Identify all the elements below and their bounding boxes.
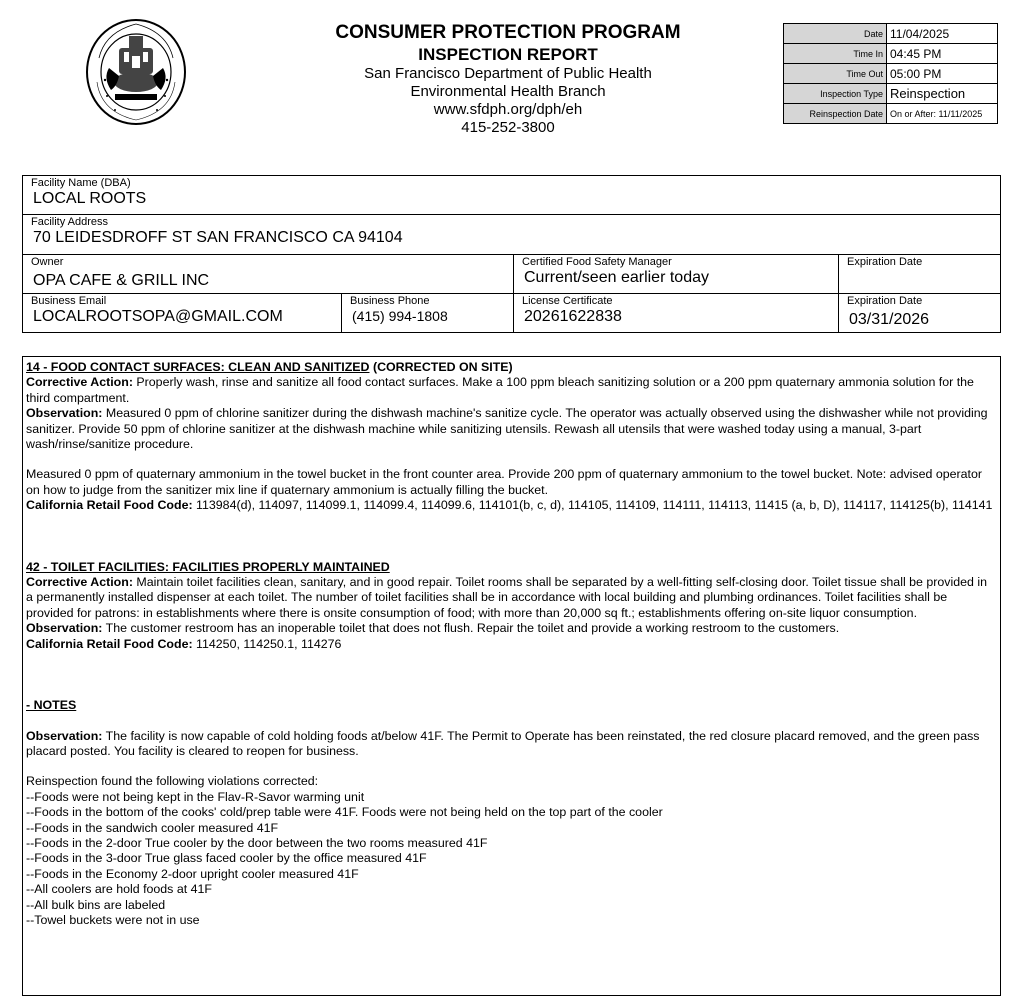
license-number: 20261622838: [524, 308, 622, 325]
notes-item: --All coolers are hold foods at 41F: [26, 882, 212, 897]
facility-address: 70 LEIDESDROFF ST SAN FRANCISCO CA 94104: [33, 229, 403, 246]
owner-name: OPA CAFE & GRILL INC: [33, 272, 210, 289]
inspection-type-value: Reinspection: [887, 84, 998, 104]
city-county-seal: [85, 18, 187, 126]
department-name: San Francisco Department of Public Health: [364, 65, 652, 82]
business-email-label: Business Email: [31, 295, 107, 307]
program-title: CONSUMER PROTECTION PROGRAM: [335, 22, 681, 43]
phone-number: 415-252-3800: [461, 119, 555, 136]
violation-42-corrective: Corrective Action: Maintain toilet facilities clean, sanitary, and in good repair. Toilet rooms shall be separated by a well-fitting self-closing door. Toilet tissue shall be provided in a permanently installed dispenser at each toilet. The number of toilet facilities shall be in accordance with local building and plumbing ordinances. Toilet facilities shall be provided for patrons: in establishments where there is onsite consumption of food; with more than 20,000 sq ft.; establishments offering on-site liquor consumption.: [26, 575, 987, 620]
facility-address-label: Facility Address: [31, 216, 109, 228]
notes-item: --Foods in the Economy 2-door upright cooler measured 41F: [26, 866, 359, 881]
date-value: 11/04/2025: [887, 24, 998, 44]
notes-observation: Observation: The facility is now capable of cold holding foods at/below 41F. The Permit to Operate has been reinstated, the red closure placard removed, and the green pass placard posted. You facility is cleared to reopen for business.: [26, 728, 980, 758]
cfsm-label: Certified Food Safety Manager: [522, 256, 672, 268]
license-expiration-label: Expiration Date: [847, 295, 923, 307]
cfsm-expiration-label: Expiration Date: [847, 256, 923, 268]
inspection-info-table: [783, 23, 998, 124]
time-in-label: Time In: [784, 44, 887, 64]
violation-42-title: 42 - TOILET FACILITIES: FACILITIES PROPERLY MAINTAINED: [26, 559, 390, 574]
report-title: INSPECTION REPORT: [418, 45, 598, 64]
inspection-type-label: Inspection Type: [784, 84, 887, 104]
notes-item: --Foods in the 3-door True glass faced cooler by the office measured 41F: [26, 851, 427, 866]
notes-item: --All bulk bins are labeled: [26, 897, 166, 912]
notes-intro: Reinspection found the following violations corrected:: [26, 774, 319, 789]
reinspection-date-value: On or After: 11/11/2025: [887, 104, 998, 124]
violation-14-code: California Retail Food Code: 113984(d), 114097, 114099.1, 114099.4, 114099.6, 114101(b, c, d), 114105, 114109, 114111, 114113, 11415 (a, b, D), 114117, 114125(b), 114141: [26, 498, 993, 513]
date-label: Date: [784, 24, 887, 44]
violation-14-observation-2: Measured 0 ppm of quaternary ammonium in the towel bucket in the front counter area. Provide 200 ppm of quaternary ammonium to the towel bucket. Note: advised operator on how to judge from the sanitizer mix line if quaternary ammonium is actually filling the bucket.: [26, 467, 982, 497]
owner-label: Owner: [31, 256, 64, 268]
violation-42-observation: Observation: The customer restroom has an inoperable toilet that does not flush. Repair the toilet and provide a working restroom to the customers.: [26, 621, 840, 636]
license-expiration-value: 03/31/2026: [849, 311, 930, 328]
notes-item: --Towel buckets were not in use: [26, 912, 200, 927]
business-phone: (415) 994-1808: [352, 308, 448, 324]
notes-item: --Foods were not being kept in the Flav-R-Savor warming unit: [26, 789, 365, 804]
report-header: [258, 22, 758, 137]
notes-item: --Foods in the sandwich cooler measured 41F: [26, 820, 279, 835]
violation-14-corrective: Corrective Action: Properly wash, rinse and sanitize all food contact surfaces. Make a 100 ppm bleach sanitizing solution or a 200 ppm quaternary ammonia solution for the third compartment.: [26, 375, 974, 405]
violations-section: [22, 356, 1001, 996]
cfsm-value: Current/seen earlier today: [524, 269, 709, 286]
notes-item: --Foods in the 2-door True cooler by the door between the two rooms measured 41F: [26, 835, 488, 850]
time-out-value: 05:00 PM: [887, 64, 998, 84]
facility-name-label: Facility Name (DBA): [31, 177, 131, 189]
violation-14-observation: Observation: Measured 0 ppm of chlorine sanitizer during the dishwash machine's sanitize cycle. The operator was actually observed using the dishwasher while not providing sanitizer. Provide 50 ppm of chlorine sanitizer at the dishwash machine while sanitizing utensils. Rewash all utensils that were washed today using a manual, 3-part wash/rinse/sanitize procedure.: [26, 406, 988, 452]
branch-name: Environmental Health Branch: [410, 83, 606, 100]
reinspection-date-label: Reinspection Date: [784, 104, 887, 124]
website-link[interactable]: www.sfdph.org/dph/eh: [433, 101, 583, 118]
time-out-label: Time Out: [784, 64, 887, 84]
facility-name: LOCAL ROOTS: [33, 190, 147, 207]
business-phone-label: Business Phone: [350, 295, 430, 307]
business-email: LOCALROOTSOPA@GMAIL.COM: [33, 308, 283, 325]
notes-title: - NOTES: [26, 698, 77, 713]
license-label: License Certificate: [522, 295, 613, 307]
facility-info-box: [22, 175, 1001, 333]
time-in-value: 04:45 PM: [887, 44, 998, 64]
violation-14-title: 14 - FOOD CONTACT SURFACES: CLEAN AND SANITIZED (CORRECTED ON SITE): [26, 360, 513, 374]
notes-item: --Foods in the bottom of the cooks' cold/prep table were 41F. Foods were not being held on the top part of the cooler: [26, 805, 663, 820]
violation-42-code: California Retail Food Code: 114250, 114250.1, 114276: [26, 636, 342, 651]
